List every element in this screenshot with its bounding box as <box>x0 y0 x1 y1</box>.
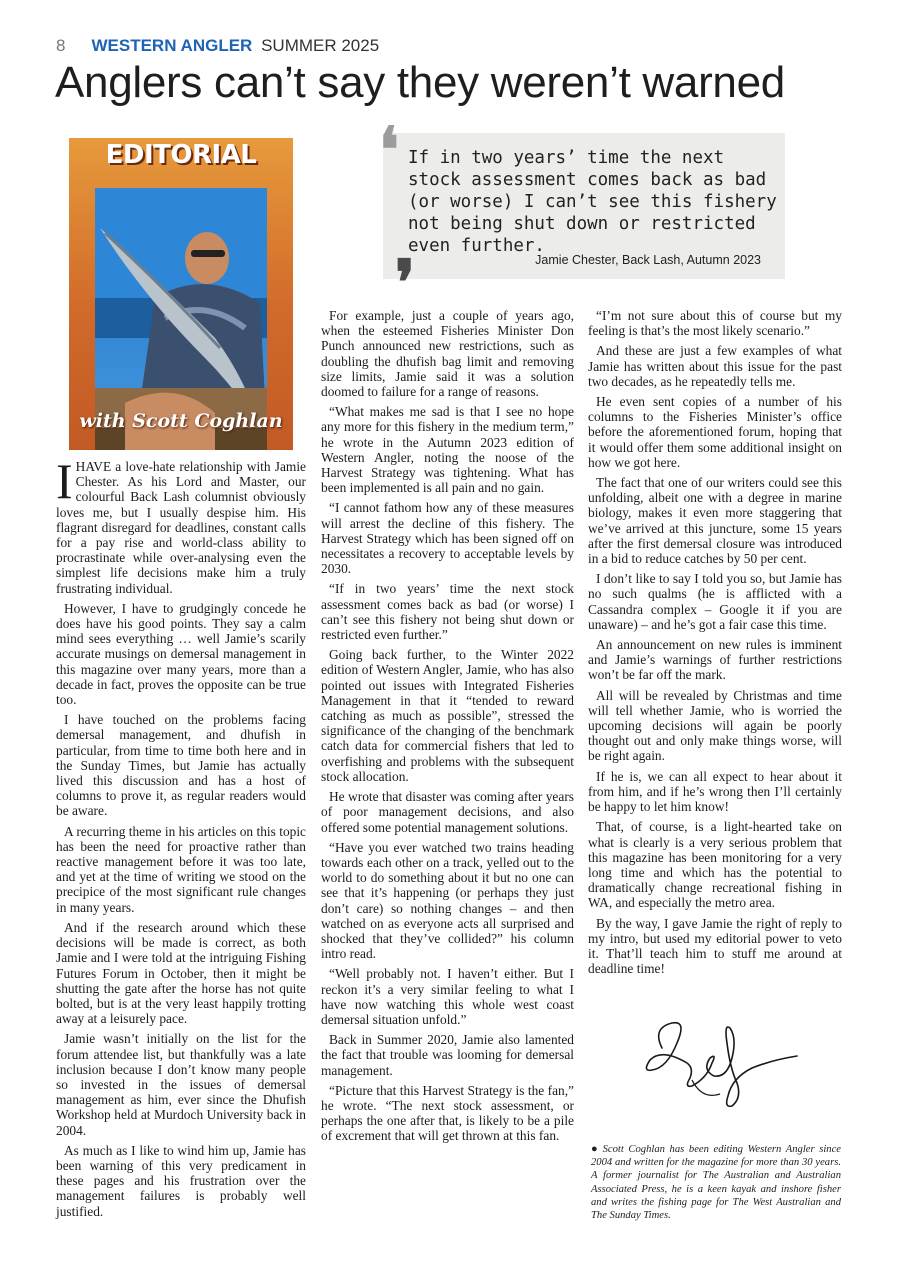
article-paragraph: “If in two years’ time the next stock assessment comes back as bad (or worse) I can’t see this fishery not being shut down or restricted even further.” <box>321 581 574 643</box>
article-paragraph: And these are just a few examples of what Jamie has written about this issue for the past two decades, as he repeatedly tells me. <box>588 343 842 389</box>
author-bio <box>591 1143 841 1222</box>
author-byline: with Scott Coghlan <box>79 410 283 432</box>
page-title: Anglers can’t say they weren’t warned <box>55 58 785 107</box>
article-paragraph: “What makes me sad is that I see no hope any more for this fishery in the medium term,” he wrote in the Autumn 2023 edition of Western Angler, noting the noose of the Harvest Strategy was tightening. What has been implemented is all pain and no gain. <box>321 404 574 496</box>
bullet-icon: ● <box>591 1143 600 1155</box>
drop-cap: I <box>56 453 73 509</box>
article-paragraph: And if the research around which these decisions will be made is correct, as both Jamie and I were told at the intriguing Fishing Futures Forum in October, then it might be shutting the gate after the horse has not quite bolted, but is at the very least happily trotting away at a leisurely pace. <box>56 919 306 1027</box>
pull-quote-attribution: Jamie Chester, Back Lash, Autumn 2023 <box>535 253 761 267</box>
article-paragraph: “Well probably not. I haven’t either. But I reckon it’s a very similar feeling to what I have now watching this whole west coast demersal situation unfold.” <box>321 966 574 1027</box>
article-paragraph: A recurring theme in his articles on this topic has been the need for proactive rather than reactive management before it was too late, and yet at the time of writing we stood on the precipice of the most significant rule changes in many years. <box>56 823 306 915</box>
article-paragraph: Going back further, to the Winter 2022 edition of Western Angler, Jamie, who has also pointed out issues with Integrated Fisheries Management in that it “tended to reward catching as much as possible”, stressed the significance of the changing of the benchmark catch data for commercial fishers that led to overfishing and problems with the subsequent stock allocation. <box>321 647 574 784</box>
page-folio <box>56 36 379 56</box>
article-paragraph: IHAVE a love-hate relationship with Jamie Chester. As his Lord and Master, our colourful Back Lash columnist obviously loves me, but I usually despise him. His flagrant disregard for deadlines, constant calls for a pay rise and world-class ability to procrastinate while over-analysing even the simplest life decisions make him a truly frustrating individual. <box>56 453 306 596</box>
article-paragraph: Back in Summer 2020, Jamie also lamented the fact that trouble was looming for demersal management. <box>321 1032 574 1078</box>
article-paragraph: “Have you ever watched two trains heading towards each other on a track, yelled out to the world to do something about it but no one can see that it’s happening (or perhaps they just don’t care) so nothing changes – and then watched on as everyone acts all surprised and shocked that they’ve collided?” his column intro read. <box>321 839 574 962</box>
author-signature <box>632 1008 802 1114</box>
article-paragraph: An announcement on new rules is imminent and Jamie’s warnings of further restrictions won’t be far off the mark. <box>588 637 842 683</box>
open-quote-icon: ❛ <box>379 113 399 186</box>
publication-name: WESTERN ANGLER <box>91 36 253 55</box>
pull-quote <box>379 113 785 279</box>
article-paragraph: “I cannot fathom how any of these measures will arrest the decline of this fishery. The Harvest Strategy which has been signed off on necessitates a recovery to acceptable levels by 2030. <box>321 500 574 577</box>
article-column-1 <box>56 453 306 1224</box>
article-column-2 <box>321 308 574 1149</box>
close-quote-icon: ❜ <box>395 246 415 319</box>
article-paragraph: However, I have to grudgingly concede he does have his good points. They say a calm mind sees everything … well Jamie’s scarily accurate musings on demersal management in this magazine over many years, more than a decade in fact, proves the opposite can be true too. <box>56 600 306 708</box>
article-paragraph: I have touched on the problems facing demersal management, and dhufish in particular, from time to time both here and in the Sunday Times, but Jamie has actually lived this discussion and has a host of columns to prove it, as regular readers would be aware. <box>56 712 306 819</box>
article-paragraph: I don’t like to say I told you so, but Jamie has no such qualms (he is afflicted with a Cassandra complex – Google it if you are unaware) – and he’s got a fair case this time. <box>588 571 842 632</box>
article-paragraph: As much as I like to wind him up, Jamie has been warning of this very predicament in these pages and his frustration over the management failures is probably well justified. <box>56 1142 306 1219</box>
article-paragraph: He wrote that disaster was coming after years of poor management decisions, and also offered some potential management solutions. <box>321 789 574 835</box>
article-paragraph: “Picture that this Harvest Strategy is the fan,” he wrote. “The next stock assessment, or perhaps the one after that, is likely to be a pile of excrement that will get thrown at this fan. <box>321 1082 574 1144</box>
article-column-3 <box>588 308 842 981</box>
article-paragraph: He even sent copies of a number of his columns to the Fisheries Minister’s office before the aforementioned forum, hoping that it would offer them some additional insight on how we got here. <box>588 394 842 470</box>
article-paragraph: If he is, we can all expect to hear about it from him, and if he’s wrong then I’ll certainly be happy to let him know! <box>588 768 842 815</box>
article-paragraph: Jamie wasn’t initially on the list for the forum attendee list, but thankfully was a late inclusion because I don’t know many people so invested in the issues of demersal management as him, ever since the Dhufish Workshop held at Murdoch University back in 2004. <box>56 1031 306 1138</box>
article-paragraph: All will be revealed by Christmas and time will tell whether Jamie, who is worried the upcoming decisions will again be poorly thought out and only make things worse, will be right again. <box>588 687 842 764</box>
article-paragraph: For example, just a couple of years ago, when the esteemed Fisheries Minister Don Punch announced new restrictions, such as doubling the dhufish bag limit and removing size limits, Jamie said it was a solution doomed to failure for a range of reasons. <box>321 308 574 400</box>
article-paragraph: By the way, I gave Jamie the right of reply to my intro, but used my editorial power to veto it. That’ll teach him to stuff me around at deadline time! <box>588 915 842 977</box>
article-paragraph: That, of course, is a light-hearted take on what is clearly is a very serious problem that this magazine has been monitoring for a very long time and which has the potential to dramatically change recreational fishing in WA, and especially the metro area. <box>588 819 842 911</box>
editorial-badge <box>69 138 293 450</box>
editorial-label: EDITORIAL <box>105 140 257 170</box>
issue-label: SUMMER 2025 <box>261 36 380 55</box>
article-paragraph: The fact that one of our writers could see this unfolding, albeit one with a degree in marine biology, makes it even more staggering that we’ve arrived at this juncture, some 15 years after the first demersal closure was introduced in a bid to reduce catches by 50 per cent. <box>588 475 842 567</box>
article-paragraph: “I’m not sure about this of course but my feeling is that’s the most likely scenario.” <box>588 308 842 339</box>
pull-quote-text: If in two years’ time the next stock assessment comes back as bad (or worse) I can’t see this fishery not being shut down or restricted even further. <box>408 148 777 256</box>
author-bio-text: Scott Coghlan has been editing Western Angler since 2004 and written for the magazine for more than 30 years. A former journalist for The Australian and Australian Associated Press, he is a keen kayak and inshore fisher and writes the fishing page for The West Australian and The Sunday Times. <box>591 1144 841 1222</box>
page-number: 8 <box>56 36 66 55</box>
